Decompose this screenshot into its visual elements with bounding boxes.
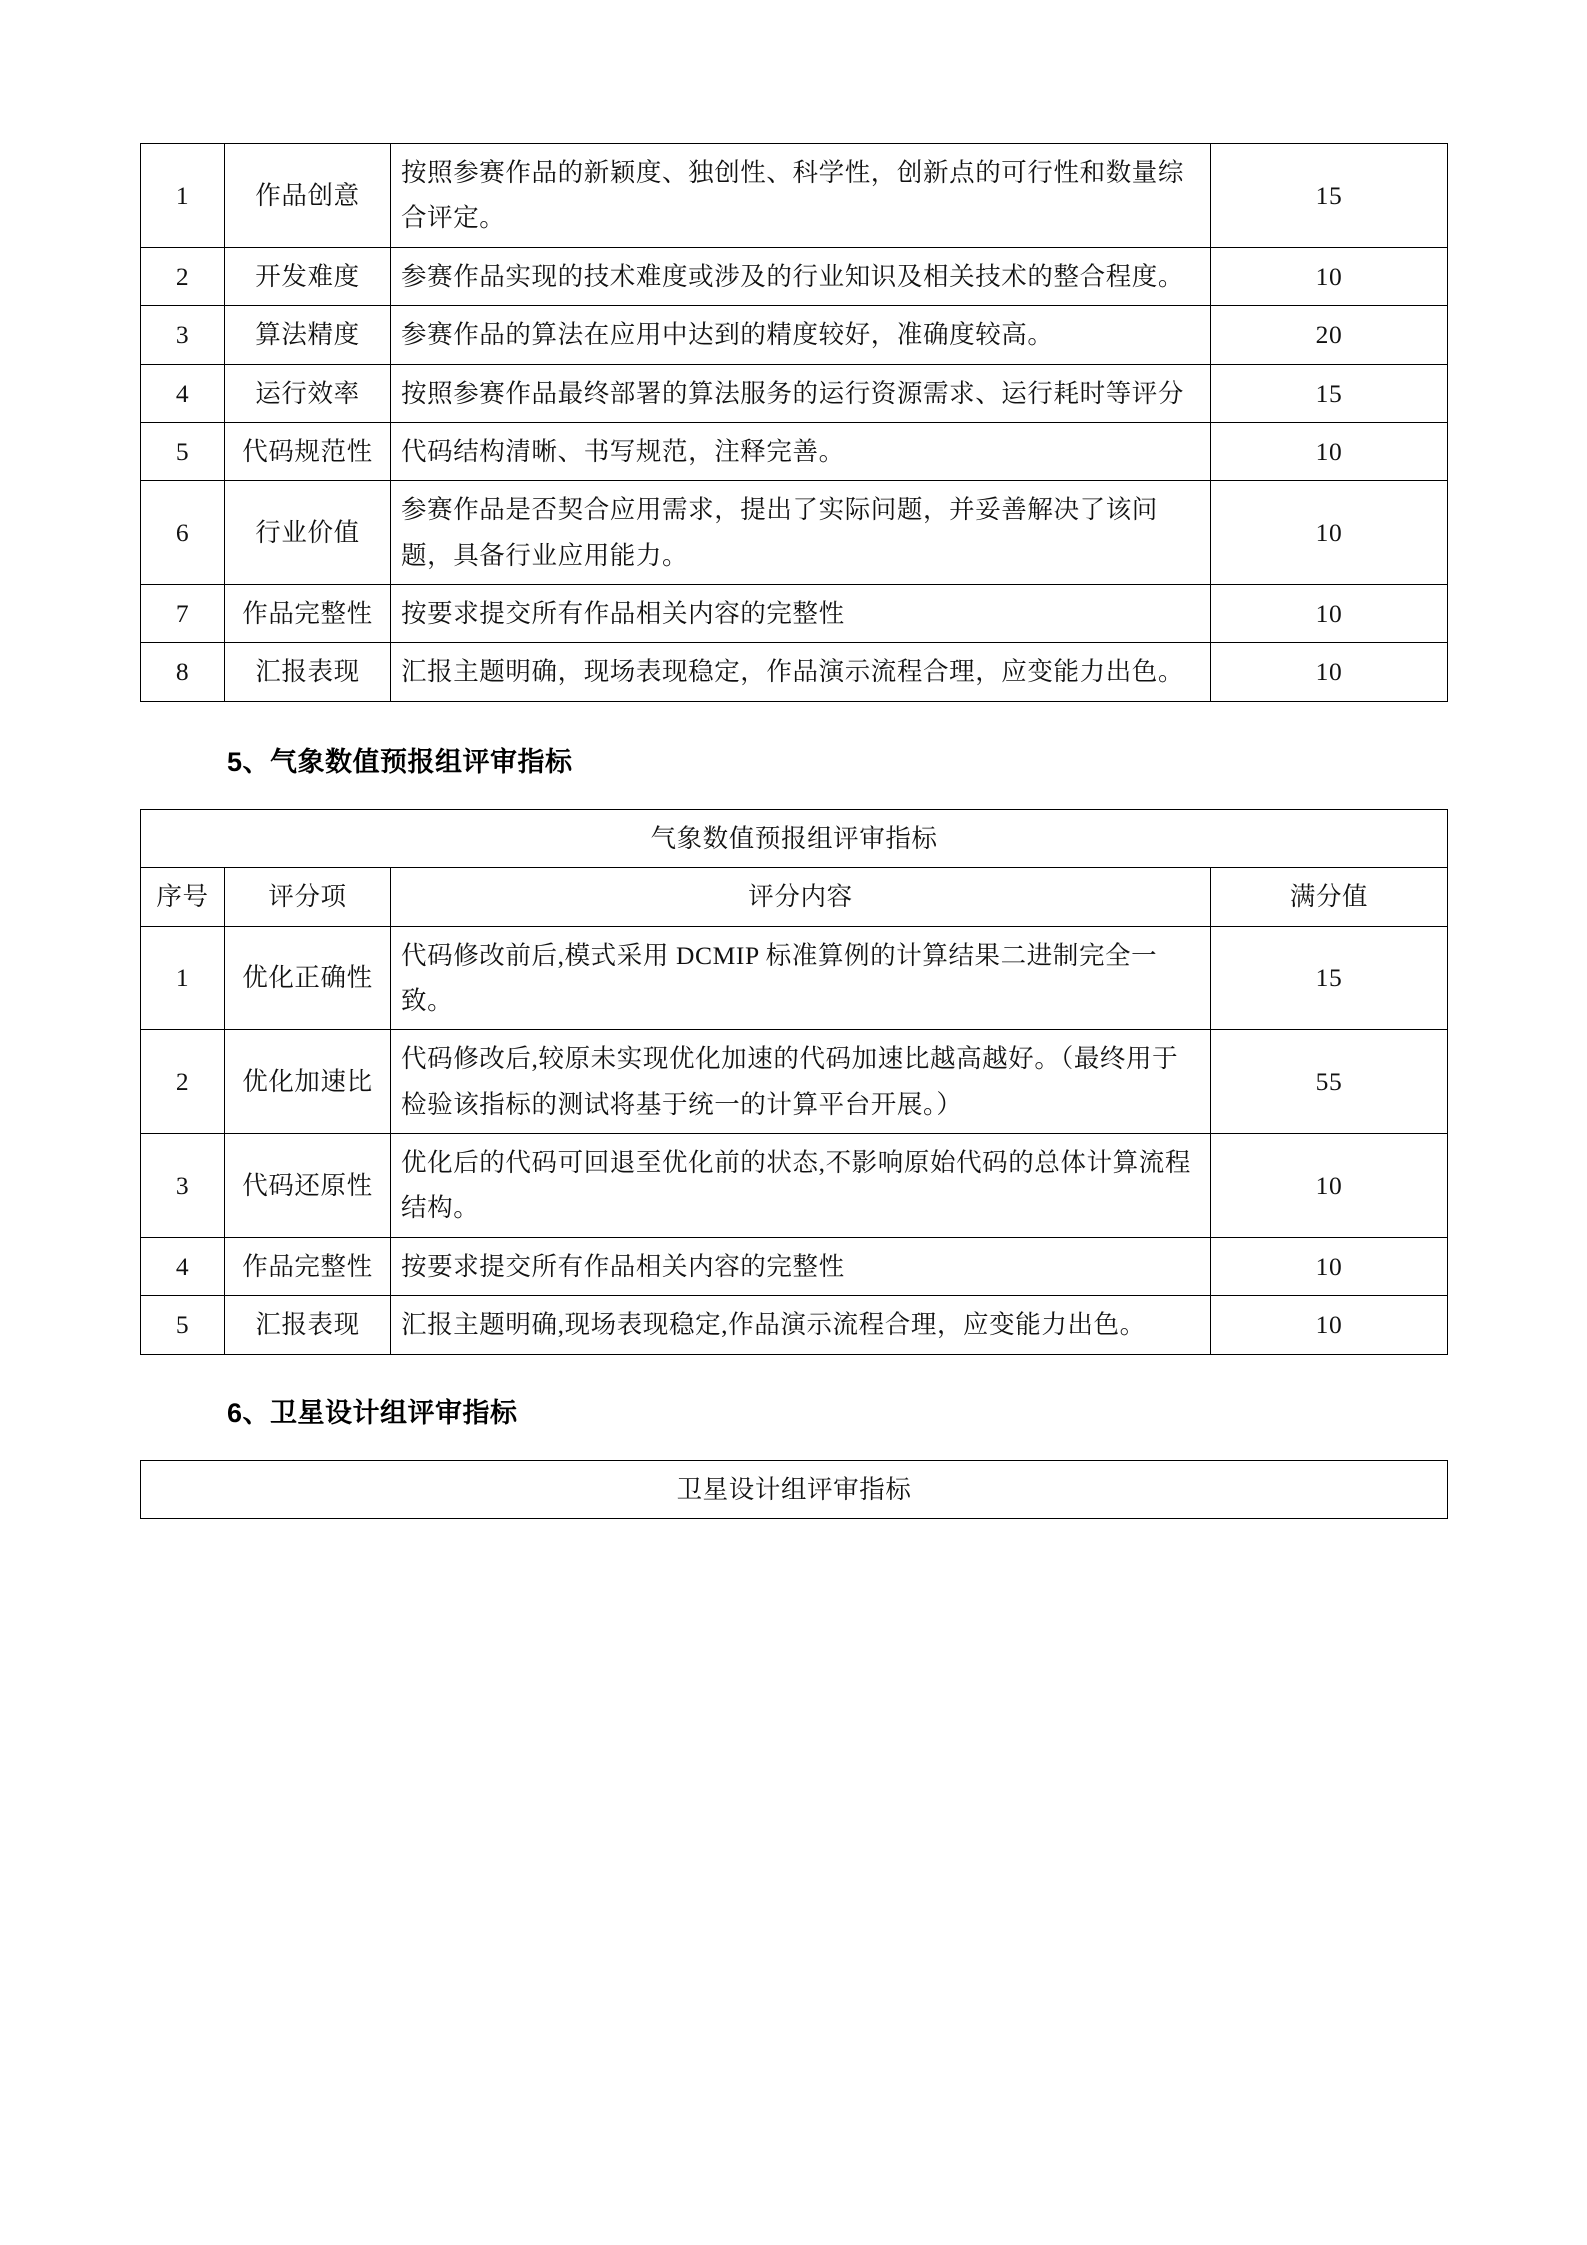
row-number: 6 bbox=[141, 481, 225, 585]
section-heading-5: 5、气象数值预报组评审指标 bbox=[227, 746, 573, 777]
row-description: 汇报主题明确,现场表现稳定,作品演示流程合理，应变能力出色。 bbox=[391, 1296, 1211, 1354]
row-description: 按照参赛作品的新颖度、独创性、科学性，创新点的可行性和数量综合评定。 bbox=[391, 144, 1211, 248]
table-row bbox=[141, 364, 1448, 422]
row-number: 3 bbox=[141, 306, 225, 364]
row-score-item: 优化加速比 bbox=[225, 1030, 391, 1134]
row-max-score: 10 bbox=[1211, 247, 1448, 305]
table-title: 卫星设计组评审指标 bbox=[141, 1460, 1448, 1518]
row-score-item: 代码还原性 bbox=[225, 1134, 391, 1238]
row-score-item: 行业价值 bbox=[225, 481, 391, 585]
row-max-score: 10 bbox=[1211, 1237, 1448, 1295]
row-score-item: 运行效率 bbox=[225, 364, 391, 422]
row-description: 优化后的代码可回退至优化前的状态,不影响原始代码的总体计算流程结构。 bbox=[391, 1134, 1211, 1238]
evaluation-table-3 bbox=[140, 1460, 1448, 1519]
table-row bbox=[141, 422, 1448, 480]
row-score-item: 作品完整性 bbox=[225, 585, 391, 643]
table-row bbox=[141, 1296, 1448, 1354]
row-max-score: 10 bbox=[1211, 643, 1448, 701]
table-row bbox=[141, 643, 1448, 701]
row-description: 参赛作品实现的技术难度或涉及的行业知识及相关技术的整合程度。 bbox=[391, 247, 1211, 305]
row-score-item: 代码规范性 bbox=[225, 422, 391, 480]
row-description: 汇报主题明确，现场表现稳定，作品演示流程合理，应变能力出色。 bbox=[391, 643, 1211, 701]
row-number: 2 bbox=[141, 247, 225, 305]
row-max-score: 15 bbox=[1211, 364, 1448, 422]
table-row bbox=[141, 481, 1448, 585]
row-number: 7 bbox=[141, 585, 225, 643]
row-number: 8 bbox=[141, 643, 225, 701]
table-row bbox=[141, 1030, 1448, 1134]
spacer bbox=[140, 702, 1447, 740]
evaluation-table-2 bbox=[140, 809, 1448, 1355]
table-row bbox=[141, 247, 1448, 305]
row-max-score: 10 bbox=[1211, 422, 1448, 480]
table-row bbox=[141, 585, 1448, 643]
row-max-score: 55 bbox=[1211, 1030, 1448, 1134]
row-number: 3 bbox=[141, 1134, 225, 1238]
column-header-score: 满分值 bbox=[1211, 868, 1448, 926]
table-row bbox=[141, 926, 1448, 1030]
spacer bbox=[140, 1355, 1447, 1391]
row-number: 4 bbox=[141, 1237, 225, 1295]
row-number: 2 bbox=[141, 1030, 225, 1134]
document-content bbox=[140, 143, 1447, 1519]
row-max-score: 15 bbox=[1211, 926, 1448, 1030]
row-description: 代码结构清晰、书写规范，注释完善。 bbox=[391, 422, 1211, 480]
row-number: 5 bbox=[141, 422, 225, 480]
row-number: 5 bbox=[141, 1296, 225, 1354]
evaluation-table-1 bbox=[140, 143, 1448, 702]
row-description: 代码修改前后,模式采用 DCMIP 标准算例的计算结果二进制完全一致。 bbox=[391, 926, 1211, 1030]
row-max-score: 10 bbox=[1211, 1134, 1448, 1238]
table-title: 气象数值预报组评审指标 bbox=[141, 809, 1448, 867]
row-score-item: 算法精度 bbox=[225, 306, 391, 364]
row-description: 按照参赛作品最终部署的算法服务的运行资源需求、运行耗时等评分 bbox=[391, 364, 1211, 422]
row-max-score: 10 bbox=[1211, 1296, 1448, 1354]
row-description: 参赛作品的算法在应用中达到的精度较好，准确度较高。 bbox=[391, 306, 1211, 364]
column-header-item: 评分项 bbox=[225, 868, 391, 926]
row-max-score: 20 bbox=[1211, 306, 1448, 364]
row-description: 代码修改后,较原未实现优化加速的代码加速比越高越好。（最终用于检验该指标的测试将基于统一的计算平台开展。） bbox=[391, 1030, 1211, 1134]
table-title-row bbox=[141, 1460, 1448, 1518]
table-row bbox=[141, 144, 1448, 248]
table-row bbox=[141, 306, 1448, 364]
column-header-desc: 评分内容 bbox=[391, 868, 1211, 926]
spacer bbox=[140, 1430, 1447, 1460]
row-description: 参赛作品是否契合应用需求，提出了实际问题，并妥善解决了该问题，具备行业应用能力。 bbox=[391, 481, 1211, 585]
table-row bbox=[141, 1134, 1448, 1238]
table-row bbox=[141, 1237, 1448, 1295]
row-score-item: 作品创意 bbox=[225, 144, 391, 248]
section-heading-6: 6、卫星设计组评审指标 bbox=[227, 1397, 518, 1428]
row-max-score: 10 bbox=[1211, 585, 1448, 643]
row-description: 按要求提交所有作品相关内容的完整性 bbox=[391, 585, 1211, 643]
row-score-item: 汇报表现 bbox=[225, 643, 391, 701]
table-title-row bbox=[141, 809, 1448, 867]
row-number: 4 bbox=[141, 364, 225, 422]
table-header-row bbox=[141, 868, 1448, 926]
row-score-item: 开发难度 bbox=[225, 247, 391, 305]
row-score-item: 作品完整性 bbox=[225, 1237, 391, 1295]
spacer bbox=[140, 779, 1447, 809]
row-number: 1 bbox=[141, 926, 225, 1030]
row-max-score: 15 bbox=[1211, 144, 1448, 248]
row-score-item: 优化正确性 bbox=[225, 926, 391, 1030]
row-description: 按要求提交所有作品相关内容的完整性 bbox=[391, 1237, 1211, 1295]
row-max-score: 10 bbox=[1211, 481, 1448, 585]
row-number: 1 bbox=[141, 144, 225, 248]
row-score-item: 汇报表现 bbox=[225, 1296, 391, 1354]
column-header-no: 序号 bbox=[141, 868, 225, 926]
